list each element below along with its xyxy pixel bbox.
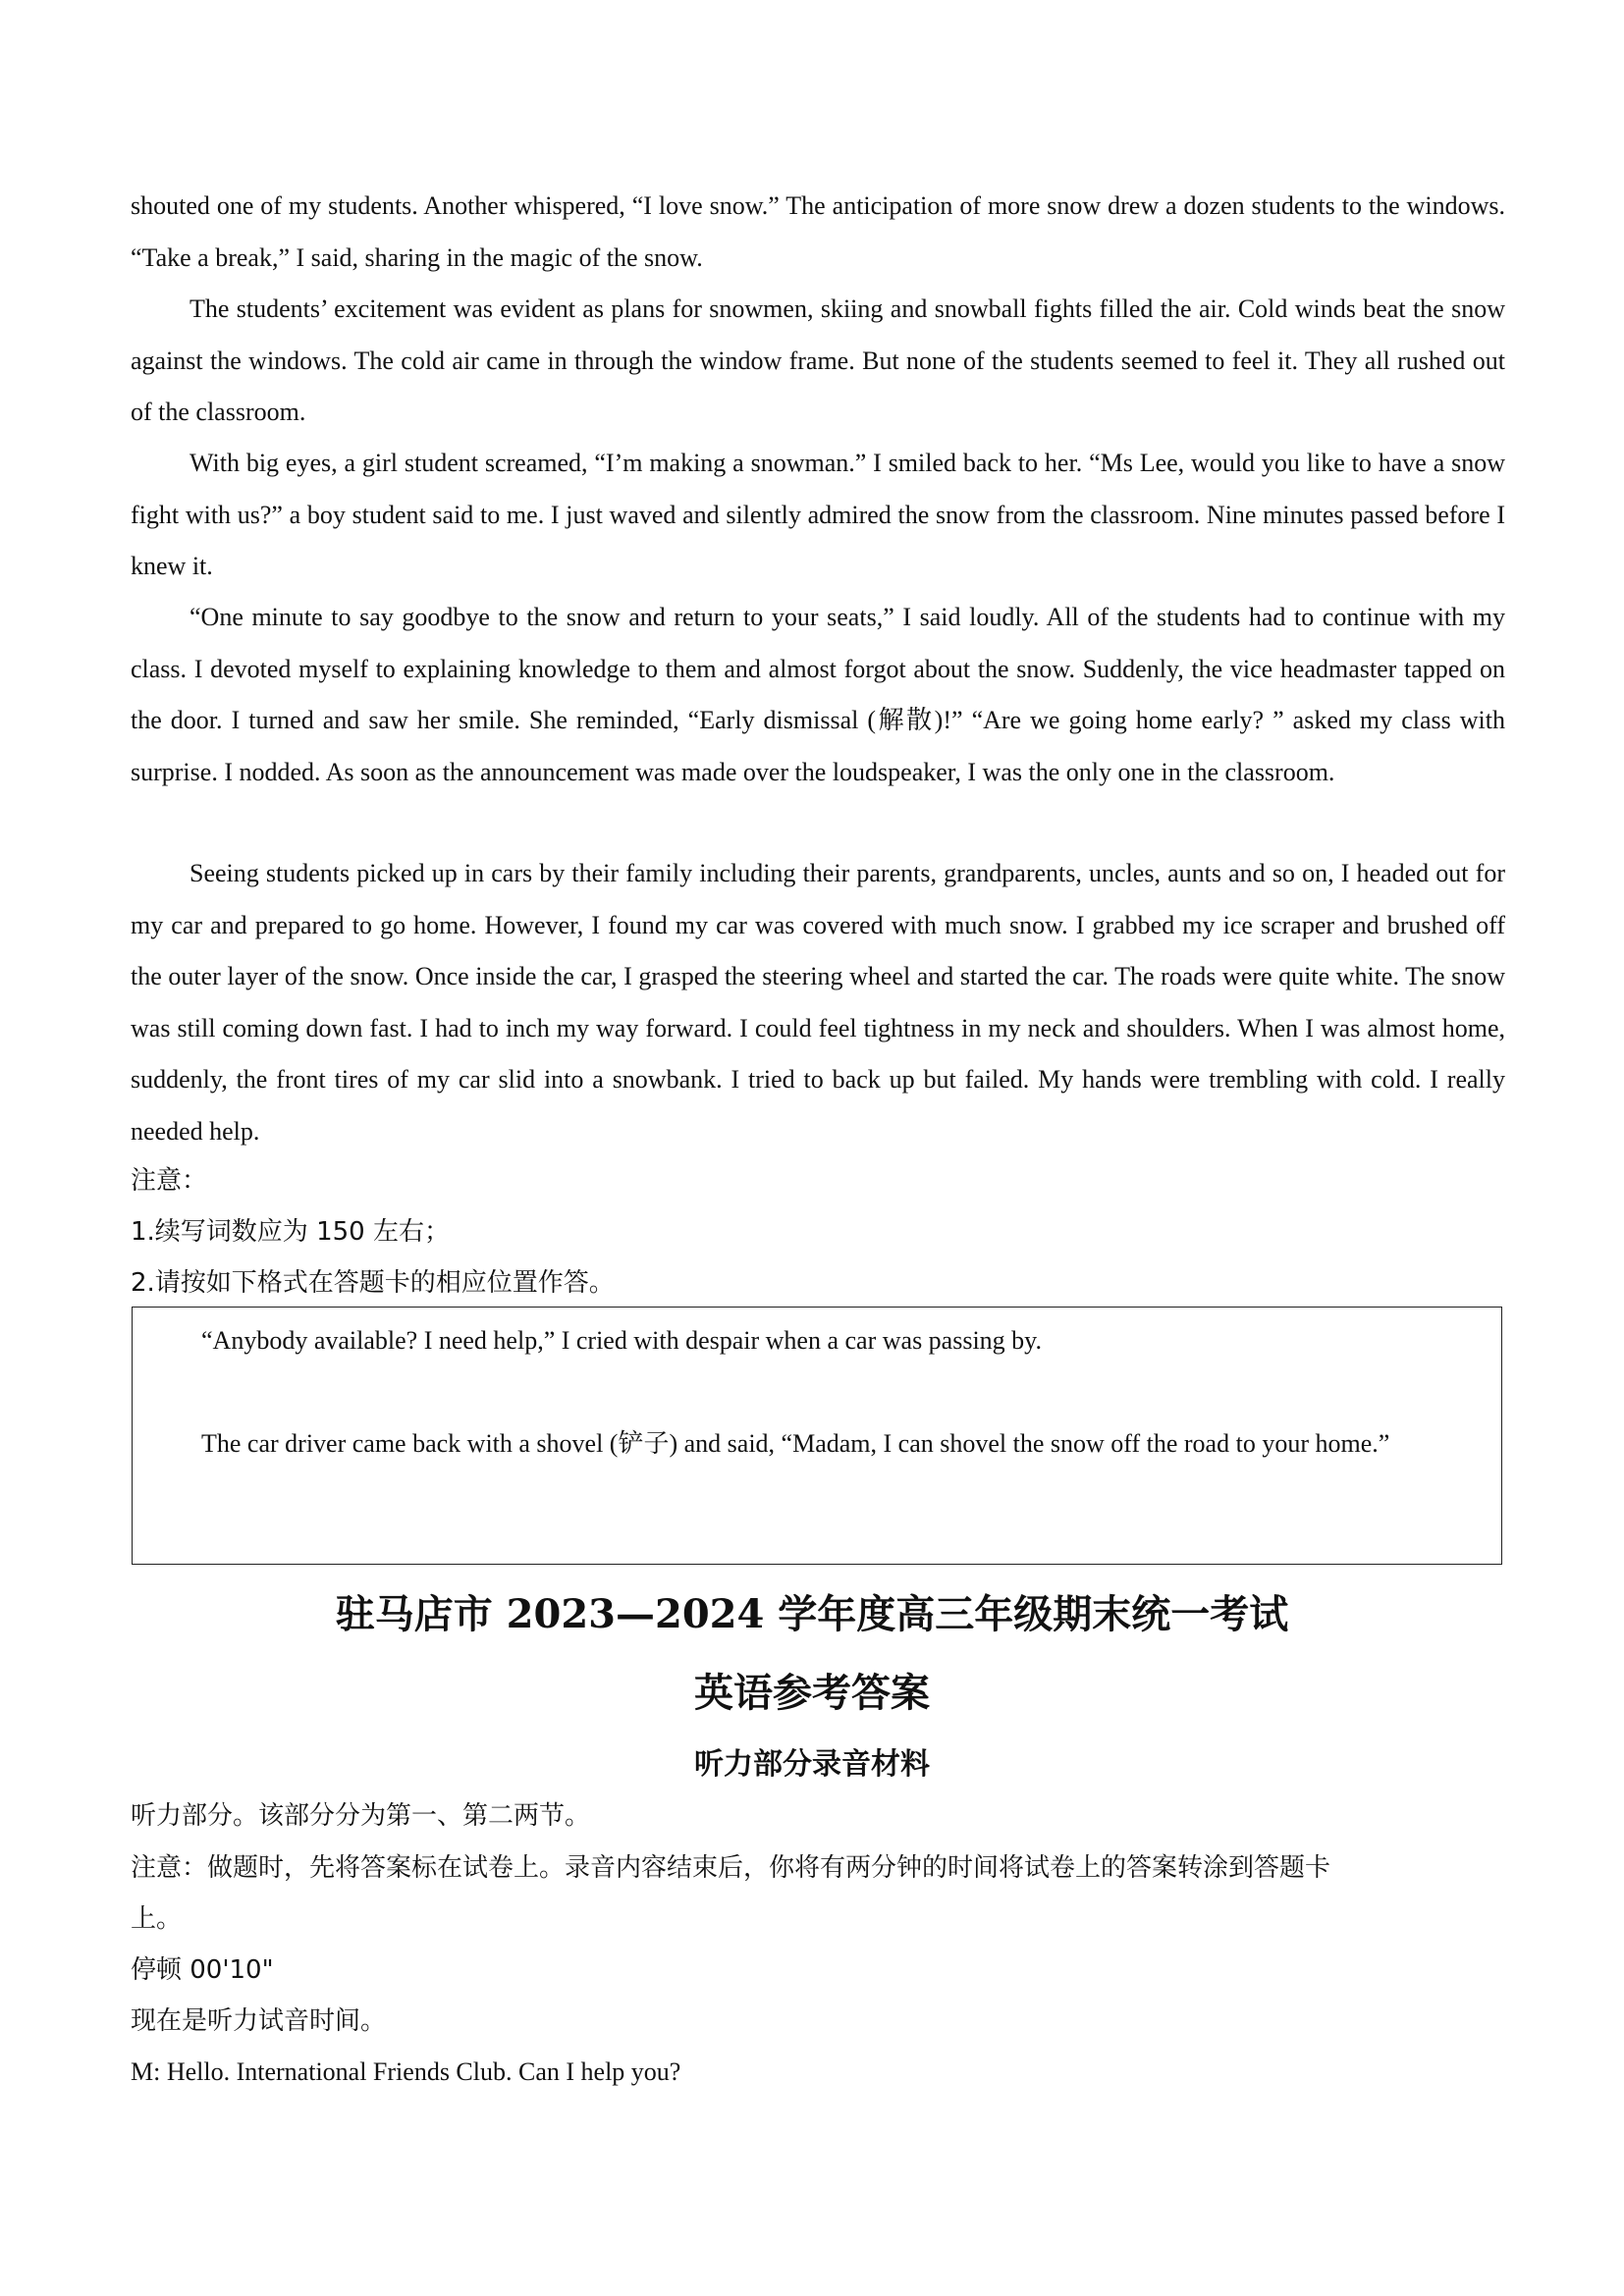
listening-intro: 听力部分。该部分分为第一、第二两节。 [131,1801,591,1831]
listening-instruction-continued: 上。 [131,1904,183,1934]
notes-item-format: 2.请按如下格式在答题卡的相应位置作答。 [131,1268,615,1298]
story-paragraph-drive-home: Seeing students picked up in cars by their family including their parents, grandparents, uncles, aunts and so on, I headed out for my car and prepared to go home. However, I found my car was covered with much snow. I grabbed my ice scraper and brushed off the outer layer of the snow. Once inside the car, I grasped the steering wheel and started the car. The roads were quite white. The snow was still coming down fast. I had to inch my way forward. I could feel tightness in my neck and shoulders. When I was almost home, suddenly, the front tires of my car slid into a snowbank. I tried to back up but failed. My hands were trembling with cold. I really needed help. [131,859,1505,1146]
answer-format-box [132,1307,1502,1565]
notes-title: 注意： [131,1166,208,1196]
listening-section-title: 听力部分录音材料 [694,1747,930,1782]
answer-box-second-paragraph: The car driver came back with a shovel (铲子) and said, “Madam, I can shovel the snow off the road to your home.” [201,1429,1390,1458]
notes-item-word-count: 1.续写词数应为 150 左右； [131,1217,450,1247]
pause-marker: 停顿 00'10" [131,1955,274,1985]
story-paragraph-snowman: With big eyes, a girl student screamed, “I’m making a snowman.” I smiled back to her. “Ms Lee, would you like to have a snow fight with us?” a boy student said to me. I just waved and silently admired the snow from the classroom. Nine minutes passed before I knew it. [131,449,1505,580]
answer-box-first-line: “Anybody available? I need help,” I cried with despair when a car was passing by. [201,1326,1042,1355]
trial-announcement: 现在是听力试音时间。 [131,2006,387,2036]
listening-instruction: 注意：做题时，先将答案标在试卷上。录音内容结束后，你将有两分钟的时间将试卷上的答案转涂到答题卡 [131,1853,1331,1883]
story-paragraph-continued: shouted one of my students. Another whispered, “I love snow.” The anticipation of more snow drew a dozen students to the windows. “Take a break,” I said, sharing in the magic of the snow. [131,191,1505,272]
exam-title: 驻马店市 2023—2024 学年度高三年级期末统一考试 [335,1591,1289,1637]
story-paragraph-dismissal: “One minute to say goodbye to the snow and return to your seats,” I said loudly. All of the students had to continue with my class. I devoted myself to explaining knowledge to them and almost forgot about the snow. Suddenly, the vice headmaster tapped on the door. I turned and saw her smile. She reminded, “Early dismissal (解散)!” “Are we going home early? ” asked my class with surprise. I nodded. As soon as the announcement was made over the loudspeaker, I was the only one in the classroom. [131,603,1505,786]
answer-key-title: 英语参考答案 [694,1670,930,1716]
story-paragraph-excitement: The students’ excitement was evident as plans for snowmen, skiing and snowball fights filled the air. Cold winds beat the snow against the windows. The cold air came in through the window frame. But none of the students seemed to feel it. They all rushed out of the classroom. [131,294,1505,426]
dialog-line: M: Hello. International Friends Club. Can I help you? [131,2057,681,2086]
